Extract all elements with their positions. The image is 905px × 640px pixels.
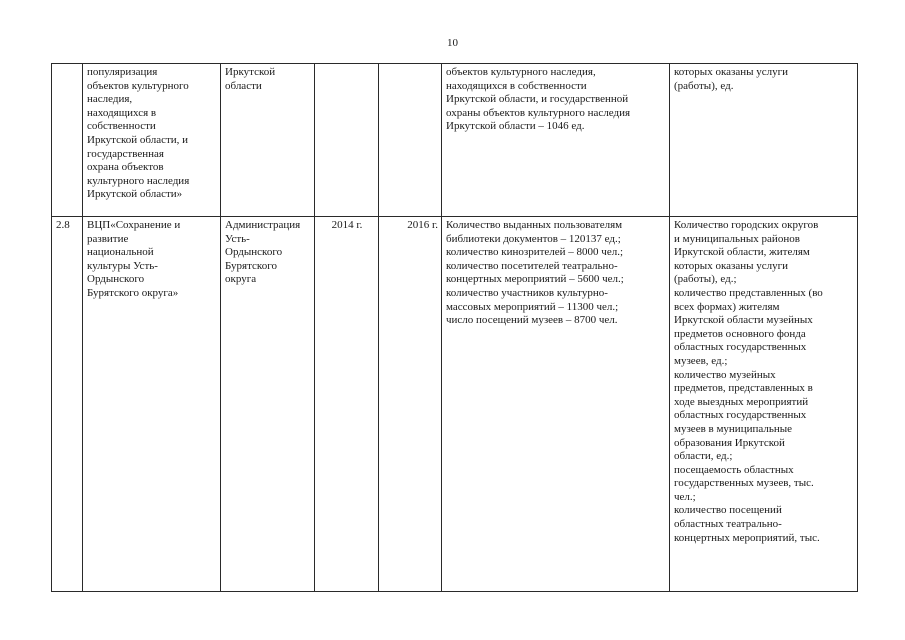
- cell-text-line: число посещений музеев – 8700 чел.: [446, 314, 618, 327]
- cell-text-line: Усть-: [225, 232, 250, 245]
- cell-text-line: массовых мероприятий – 11300 чел.;: [446, 300, 619, 313]
- cell-start-year: [315, 64, 379, 217]
- cell-text-line: всех формах) жителям: [674, 300, 780, 313]
- table-row: [52, 64, 858, 217]
- cell-text-line: национальной: [87, 246, 154, 259]
- cell-text-line: собственности: [87, 120, 156, 133]
- program-table: [51, 63, 858, 592]
- cell-text-line: Администрация: [225, 219, 301, 231]
- cell-text-line: количество представленных (во: [674, 286, 823, 299]
- cell-text-line: концертных мероприятий, тыс.: [674, 531, 820, 544]
- cell-text-line: Иркутской области, и: [87, 133, 189, 146]
- cell-text-line: Бурятского: [225, 259, 277, 272]
- cell-text-line: Ордынского: [225, 246, 283, 259]
- cell-text-line: количество посетителей театрально-: [446, 259, 618, 272]
- cell-text-line: количество посещений: [674, 504, 782, 517]
- cell-text-line: объектов культурного наследия,: [446, 66, 596, 78]
- cell-text-line: Иркутской области – 1046 ед.: [446, 120, 585, 133]
- cell-executor: [221, 217, 315, 592]
- cell-text-line: Иркутской области, жителям: [674, 246, 810, 259]
- cell-text-line: областных театрально-: [674, 518, 782, 531]
- cell-text-line: областных государственных: [674, 341, 807, 354]
- cell-text-line: популяризация: [87, 66, 158, 78]
- cell-text-line: государственная: [87, 147, 164, 160]
- cell-text-line: области: [225, 79, 262, 92]
- cell-end-year: 2016 г.: [379, 217, 442, 592]
- table-row: [52, 217, 858, 592]
- cell-text-line: которых оказаны услуги: [674, 259, 789, 272]
- cell-text-line: культурного наследия: [87, 174, 190, 187]
- cell-text-line: развитие: [87, 232, 129, 245]
- cell-text-line: охраны объектов культурного наследия: [446, 106, 631, 119]
- cell-text-line: количество участников культурно-: [446, 286, 608, 299]
- cell-text-line: которых оказаны услуги: [674, 66, 789, 78]
- cell-expected-result: [442, 217, 670, 592]
- cell-text-line: Иркутской: [225, 66, 276, 78]
- cell-text-line: наследия,: [87, 93, 133, 106]
- cell-text-line: предметов основного фонда: [674, 327, 806, 340]
- cell-text-line: образования Иркутской: [674, 436, 785, 449]
- cell-program-name: [83, 217, 221, 592]
- cell-start-year: 2014 г.: [315, 217, 379, 592]
- cell-text-line: находящихся в: [87, 106, 157, 119]
- cell-text-line: объектов культурного: [87, 79, 189, 92]
- cell-text-line: Количество городских округов: [674, 219, 819, 231]
- cell-text-line: государственных музеев, тыс.: [674, 477, 814, 490]
- cell-text-line: округа: [225, 273, 257, 286]
- cell-end-year: [379, 64, 442, 217]
- cell-text-line: Ордынского: [87, 273, 145, 286]
- cell-text-line: области, ед.;: [674, 450, 733, 463]
- cell-number: 2.8: [52, 217, 83, 592]
- cell-text-line: (работы), ед.;: [674, 273, 737, 286]
- cell-text-line: Бурятского округа»: [87, 286, 179, 299]
- cell-text-line: количество кинозрителей – 8000 чел.;: [446, 246, 624, 259]
- cell-text-line: музеев, ед.;: [674, 354, 728, 367]
- cell-text-line: Иркутской области, и государственной: [446, 93, 629, 106]
- page-number: 10: [447, 37, 458, 49]
- cell-text-line: охрана объектов: [87, 161, 164, 174]
- cell-expected-result: [442, 64, 670, 217]
- cell-text-line: Иркутской области музейных: [674, 314, 813, 327]
- cell-text-line: посещаемость областных: [674, 463, 794, 476]
- cell-text-line: культуры Усть-: [87, 259, 158, 272]
- cell-text-line: библиотеки документов – 120137 ед.;: [446, 232, 621, 245]
- cell-text-line: областных государственных: [674, 409, 807, 422]
- cell-indicators: [670, 64, 858, 217]
- cell-text-line: Количество выданных пользователям: [446, 219, 623, 231]
- cell-text-line: (работы), ед.: [674, 79, 734, 92]
- cell-text-line: ВЦП«Сохранение и: [87, 219, 181, 231]
- cell-text-line: чел.;: [674, 490, 696, 503]
- cell-text-line: ходе выездных мероприятий: [674, 395, 809, 408]
- cell-text-line: количество музейных: [674, 368, 776, 381]
- cell-text-line: музеев в муниципальные: [674, 422, 792, 435]
- cell-program-name: [83, 64, 221, 217]
- cell-executor: [221, 64, 315, 217]
- cell-text-line: предметов, представленных в: [674, 382, 813, 395]
- cell-text-line: Иркутской области»: [87, 188, 183, 201]
- cell-text-line: концертных мероприятий – 5600 чел.;: [446, 273, 624, 286]
- cell-indicators: [670, 217, 858, 592]
- cell-text-line: находящихся в собственности: [446, 79, 587, 92]
- cell-text-line: и муниципальных районов: [674, 232, 800, 245]
- cell-number: [52, 64, 83, 217]
